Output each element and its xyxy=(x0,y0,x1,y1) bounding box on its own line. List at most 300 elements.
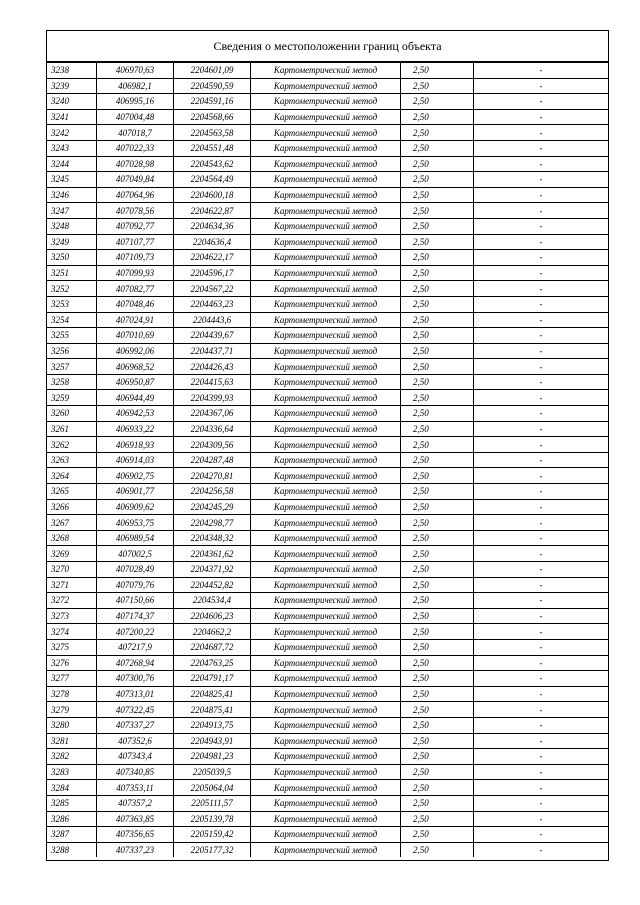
method-cell: Картометрический метод xyxy=(251,203,401,219)
note-cell: - xyxy=(474,281,609,297)
x-coordinate-cell: 406901,77 xyxy=(97,484,174,500)
method-cell: Картометрический метод xyxy=(251,296,401,312)
x-coordinate-cell: 406982,1 xyxy=(97,78,174,94)
note-cell: - xyxy=(474,265,609,281)
note-cell: - xyxy=(474,655,609,671)
note-cell: - xyxy=(474,468,609,484)
point-number-cell: 3282 xyxy=(47,749,97,765)
table-row xyxy=(47,795,608,811)
method-cell: Картометрический метод xyxy=(251,437,401,453)
x-coordinate-cell: 407352,6 xyxy=(97,733,174,749)
table-row xyxy=(47,390,608,406)
y-coordinate-cell: 2204367,06 xyxy=(174,406,251,422)
point-number-cell: 3284 xyxy=(47,780,97,796)
table-row xyxy=(47,156,608,172)
note-cell: - xyxy=(474,717,609,733)
y-coordinate-cell: 2204634,36 xyxy=(174,218,251,234)
error-cell: 2,50 xyxy=(401,499,474,515)
y-coordinate-cell: 2204534,4 xyxy=(174,593,251,609)
method-cell: Картометрический метод xyxy=(251,281,401,297)
x-coordinate-cell: 406950,87 xyxy=(97,374,174,390)
table-row xyxy=(47,234,608,250)
x-coordinate-cell: 406989,54 xyxy=(97,530,174,546)
method-cell: Картометрический метод xyxy=(251,156,401,172)
note-cell: - xyxy=(474,639,609,655)
x-coordinate-cell: 407337,23 xyxy=(97,842,174,857)
table-row xyxy=(47,624,608,640)
error-cell: 2,50 xyxy=(401,109,474,125)
note-cell: - xyxy=(474,593,609,609)
note-cell: - xyxy=(474,608,609,624)
point-number-cell: 3269 xyxy=(47,546,97,562)
error-cell: 2,50 xyxy=(401,702,474,718)
point-number-cell: 3242 xyxy=(47,125,97,141)
note-cell: - xyxy=(474,842,609,857)
table-row xyxy=(47,109,608,125)
x-coordinate-cell: 407004,48 xyxy=(97,109,174,125)
note-cell: - xyxy=(474,234,609,250)
table-row xyxy=(47,125,608,141)
y-coordinate-cell: 2204567,22 xyxy=(174,281,251,297)
note-cell: - xyxy=(474,499,609,515)
y-coordinate-cell: 2205111,57 xyxy=(174,795,251,811)
y-coordinate-cell: 2204591,16 xyxy=(174,94,251,110)
x-coordinate-cell: 406933,22 xyxy=(97,421,174,437)
y-coordinate-cell: 2204687,72 xyxy=(174,639,251,655)
note-cell: - xyxy=(474,764,609,780)
y-coordinate-cell: 2204601,09 xyxy=(174,63,251,79)
table-row xyxy=(47,515,608,531)
point-number-cell: 3274 xyxy=(47,624,97,640)
error-cell: 2,50 xyxy=(401,359,474,375)
point-number-cell: 3247 xyxy=(47,203,97,219)
point-number-cell: 3270 xyxy=(47,562,97,578)
table-row xyxy=(47,671,608,687)
x-coordinate-cell: 407322,45 xyxy=(97,702,174,718)
table-row xyxy=(47,374,608,390)
method-cell: Картометрический метод xyxy=(251,749,401,765)
point-number-cell: 3285 xyxy=(47,795,97,811)
y-coordinate-cell: 2204662,2 xyxy=(174,624,251,640)
table-row xyxy=(47,94,608,110)
x-coordinate-cell: 407343,4 xyxy=(97,749,174,765)
x-coordinate-cell: 406953,75 xyxy=(97,515,174,531)
method-cell: Картометрический метод xyxy=(251,94,401,110)
note-cell: - xyxy=(474,624,609,640)
table-row xyxy=(47,78,608,94)
y-coordinate-cell: 2204600,18 xyxy=(174,187,251,203)
method-cell: Картометрический метод xyxy=(251,125,401,141)
x-coordinate-cell: 406944,49 xyxy=(97,390,174,406)
y-coordinate-cell: 2204543,62 xyxy=(174,156,251,172)
x-coordinate-cell: 407092,77 xyxy=(97,218,174,234)
point-number-cell: 3243 xyxy=(47,140,97,156)
y-coordinate-cell: 2204622,17 xyxy=(174,250,251,266)
note-cell: - xyxy=(474,827,609,843)
table-row xyxy=(47,484,608,500)
method-cell: Картометрический метод xyxy=(251,639,401,655)
note-cell: - xyxy=(474,484,609,500)
y-coordinate-cell: 2204825,41 xyxy=(174,686,251,702)
point-number-cell: 3281 xyxy=(47,733,97,749)
point-number-cell: 3278 xyxy=(47,686,97,702)
method-cell: Картометрический метод xyxy=(251,842,401,857)
x-coordinate-cell: 407078,56 xyxy=(97,203,174,219)
note-cell: - xyxy=(474,296,609,312)
error-cell: 2,50 xyxy=(401,842,474,857)
note-cell: - xyxy=(474,359,609,375)
x-coordinate-cell: 406970,63 xyxy=(97,63,174,79)
error-cell: 2,50 xyxy=(401,218,474,234)
error-cell: 2,50 xyxy=(401,624,474,640)
note-cell: - xyxy=(474,328,609,344)
y-coordinate-cell: 2205177,32 xyxy=(174,842,251,857)
point-number-cell: 3241 xyxy=(47,109,97,125)
y-coordinate-cell: 2204371,92 xyxy=(174,562,251,578)
x-coordinate-cell: 406902,75 xyxy=(97,468,174,484)
error-cell: 2,50 xyxy=(401,343,474,359)
method-cell: Картометрический метод xyxy=(251,374,401,390)
error-cell: 2,50 xyxy=(401,515,474,531)
y-coordinate-cell: 2204606,23 xyxy=(174,608,251,624)
error-cell: 2,50 xyxy=(401,406,474,422)
note-cell: - xyxy=(474,63,609,79)
method-cell: Картометрический метод xyxy=(251,343,401,359)
y-coordinate-cell: 2204943,91 xyxy=(174,733,251,749)
point-number-cell: 3273 xyxy=(47,608,97,624)
table-row xyxy=(47,827,608,843)
error-cell: 2,50 xyxy=(401,686,474,702)
table-row xyxy=(47,639,608,655)
point-number-cell: 3262 xyxy=(47,437,97,453)
error-cell: 2,50 xyxy=(401,281,474,297)
point-number-cell: 3268 xyxy=(47,530,97,546)
error-cell: 2,50 xyxy=(401,78,474,94)
x-coordinate-cell: 406995,16 xyxy=(97,94,174,110)
table-row xyxy=(47,733,608,749)
table-row xyxy=(47,686,608,702)
error-cell: 2,50 xyxy=(401,312,474,328)
y-coordinate-cell: 2204309,56 xyxy=(174,437,251,453)
point-number-cell: 3265 xyxy=(47,484,97,500)
x-coordinate-cell: 407268,94 xyxy=(97,655,174,671)
note-cell: - xyxy=(474,172,609,188)
point-number-cell: 3251 xyxy=(47,265,97,281)
note-cell: - xyxy=(474,811,609,827)
error-cell: 2,50 xyxy=(401,265,474,281)
method-cell: Картометрический метод xyxy=(251,499,401,515)
table-row xyxy=(47,811,608,827)
method-cell: Картометрический метод xyxy=(251,795,401,811)
method-cell: Картометрический метод xyxy=(251,359,401,375)
note-cell: - xyxy=(474,94,609,110)
error-cell: 2,50 xyxy=(401,484,474,500)
method-cell: Картометрический метод xyxy=(251,390,401,406)
x-coordinate-cell: 407048,46 xyxy=(97,296,174,312)
y-coordinate-cell: 2204763,25 xyxy=(174,655,251,671)
note-cell: - xyxy=(474,203,609,219)
point-number-cell: 3254 xyxy=(47,312,97,328)
error-cell: 2,50 xyxy=(401,452,474,468)
table-row xyxy=(47,343,608,359)
table-row xyxy=(47,577,608,593)
table-row xyxy=(47,530,608,546)
y-coordinate-cell: 2204596,17 xyxy=(174,265,251,281)
note-cell: - xyxy=(474,343,609,359)
method-cell: Картометрический метод xyxy=(251,109,401,125)
table-row xyxy=(47,452,608,468)
error-cell: 2,50 xyxy=(401,795,474,811)
note-cell: - xyxy=(474,390,609,406)
note-cell: - xyxy=(474,312,609,328)
note-cell: - xyxy=(474,374,609,390)
x-coordinate-cell: 407363,85 xyxy=(97,811,174,827)
error-cell: 2,50 xyxy=(401,608,474,624)
error-cell: 2,50 xyxy=(401,63,474,79)
x-coordinate-cell: 407337,27 xyxy=(97,717,174,733)
table-row xyxy=(47,203,608,219)
x-coordinate-cell: 407049,84 xyxy=(97,172,174,188)
error-cell: 2,50 xyxy=(401,780,474,796)
y-coordinate-cell: 2204563,58 xyxy=(174,125,251,141)
method-cell: Картометрический метод xyxy=(251,421,401,437)
table-row xyxy=(47,63,608,79)
note-cell: - xyxy=(474,250,609,266)
method-cell: Картометрический метод xyxy=(251,234,401,250)
note-cell: - xyxy=(474,733,609,749)
y-coordinate-cell: 2204437,71 xyxy=(174,343,251,359)
error-cell: 2,50 xyxy=(401,562,474,578)
method-cell: Картометрический метод xyxy=(251,655,401,671)
y-coordinate-cell: 2204399,93 xyxy=(174,390,251,406)
x-coordinate-cell: 407064,96 xyxy=(97,187,174,203)
error-cell: 2,50 xyxy=(401,140,474,156)
point-number-cell: 3267 xyxy=(47,515,97,531)
table-row xyxy=(47,296,608,312)
method-cell: Картометрический метод xyxy=(251,671,401,687)
point-number-cell: 3244 xyxy=(47,156,97,172)
y-coordinate-cell: 2204564,49 xyxy=(174,172,251,188)
note-cell: - xyxy=(474,562,609,578)
error-cell: 2,50 xyxy=(401,530,474,546)
table-row xyxy=(47,250,608,266)
error-cell: 2,50 xyxy=(401,172,474,188)
method-cell: Картометрический метод xyxy=(251,312,401,328)
x-coordinate-cell: 407028,49 xyxy=(97,562,174,578)
error-cell: 2,50 xyxy=(401,156,474,172)
y-coordinate-cell: 2204636,4 xyxy=(174,234,251,250)
y-coordinate-cell: 2204452,82 xyxy=(174,577,251,593)
point-number-cell: 3263 xyxy=(47,452,97,468)
x-coordinate-cell: 407002,5 xyxy=(97,546,174,562)
error-cell: 2,50 xyxy=(401,468,474,484)
table-row xyxy=(47,265,608,281)
x-coordinate-cell: 407150,66 xyxy=(97,593,174,609)
method-cell: Картометрический метод xyxy=(251,562,401,578)
x-coordinate-cell: 407300,76 xyxy=(97,671,174,687)
point-number-cell: 3272 xyxy=(47,593,97,609)
table-row xyxy=(47,359,608,375)
table-row xyxy=(47,608,608,624)
x-coordinate-cell: 406992,06 xyxy=(97,343,174,359)
table-row xyxy=(47,406,608,422)
y-coordinate-cell: 2205159,42 xyxy=(174,827,251,843)
note-cell: - xyxy=(474,546,609,562)
point-number-cell: 3248 xyxy=(47,218,97,234)
point-number-cell: 3275 xyxy=(47,639,97,655)
y-coordinate-cell: 2204270,81 xyxy=(174,468,251,484)
y-coordinate-cell: 2204568,66 xyxy=(174,109,251,125)
y-coordinate-cell: 2205139,78 xyxy=(174,811,251,827)
x-coordinate-cell: 407099,93 xyxy=(97,265,174,281)
table-row xyxy=(47,546,608,562)
table-row xyxy=(47,437,608,453)
table-row xyxy=(47,655,608,671)
note-cell: - xyxy=(474,156,609,172)
x-coordinate-cell: 407022,33 xyxy=(97,140,174,156)
method-cell: Картометрический метод xyxy=(251,686,401,702)
point-number-cell: 3286 xyxy=(47,811,97,827)
error-cell: 2,50 xyxy=(401,577,474,593)
method-cell: Картометрический метод xyxy=(251,452,401,468)
method-cell: Картометрический метод xyxy=(251,827,401,843)
y-coordinate-cell: 2204913,75 xyxy=(174,717,251,733)
y-coordinate-cell: 2204590,59 xyxy=(174,78,251,94)
table-row xyxy=(47,328,608,344)
note-cell: - xyxy=(474,452,609,468)
method-cell: Картометрический метод xyxy=(251,328,401,344)
point-number-cell: 3245 xyxy=(47,172,97,188)
x-coordinate-cell: 407028,98 xyxy=(97,156,174,172)
method-cell: Картометрический метод xyxy=(251,702,401,718)
y-coordinate-cell: 2204463,23 xyxy=(174,296,251,312)
point-number-cell: 3240 xyxy=(47,94,97,110)
method-cell: Картометрический метод xyxy=(251,515,401,531)
x-coordinate-cell: 407353,11 xyxy=(97,780,174,796)
point-number-cell: 3258 xyxy=(47,374,97,390)
point-number-cell: 3246 xyxy=(47,187,97,203)
error-cell: 2,50 xyxy=(401,671,474,687)
x-coordinate-cell: 407356,65 xyxy=(97,827,174,843)
method-cell: Картометрический метод xyxy=(251,624,401,640)
y-coordinate-cell: 2204361,62 xyxy=(174,546,251,562)
note-cell: - xyxy=(474,577,609,593)
error-cell: 2,50 xyxy=(401,593,474,609)
note-cell: - xyxy=(474,686,609,702)
note-cell: - xyxy=(474,702,609,718)
x-coordinate-cell: 407340,85 xyxy=(97,764,174,780)
error-cell: 2,50 xyxy=(401,811,474,827)
error-cell: 2,50 xyxy=(401,655,474,671)
y-coordinate-cell: 2204415,63 xyxy=(174,374,251,390)
point-number-cell: 3252 xyxy=(47,281,97,297)
y-coordinate-cell: 2204287,48 xyxy=(174,452,251,468)
point-number-cell: 3277 xyxy=(47,671,97,687)
x-coordinate-cell: 407357,2 xyxy=(97,795,174,811)
y-coordinate-cell: 2204443,6 xyxy=(174,312,251,328)
x-coordinate-cell: 406942,53 xyxy=(97,406,174,422)
table-row xyxy=(47,702,608,718)
point-number-cell: 3256 xyxy=(47,343,97,359)
method-cell: Картометрический метод xyxy=(251,780,401,796)
y-coordinate-cell: 2204245,29 xyxy=(174,499,251,515)
y-coordinate-cell: 2204426,43 xyxy=(174,359,251,375)
method-cell: Картометрический метод xyxy=(251,764,401,780)
note-cell: - xyxy=(474,515,609,531)
y-coordinate-cell: 2204981,23 xyxy=(174,749,251,765)
x-coordinate-cell: 407082,77 xyxy=(97,281,174,297)
x-coordinate-cell: 407313,01 xyxy=(97,686,174,702)
point-number-cell: 3266 xyxy=(47,499,97,515)
method-cell: Картометрический метод xyxy=(251,484,401,500)
point-number-cell: 3261 xyxy=(47,421,97,437)
method-cell: Картометрический метод xyxy=(251,406,401,422)
method-cell: Картометрический метод xyxy=(251,265,401,281)
y-coordinate-cell: 2204348,32 xyxy=(174,530,251,546)
point-number-cell: 3259 xyxy=(47,390,97,406)
x-coordinate-cell: 406914,03 xyxy=(97,452,174,468)
method-cell: Картометрический метод xyxy=(251,530,401,546)
error-cell: 2,50 xyxy=(401,827,474,843)
error-cell: 2,50 xyxy=(401,250,474,266)
x-coordinate-cell: 407200,22 xyxy=(97,624,174,640)
point-number-cell: 3249 xyxy=(47,234,97,250)
y-coordinate-cell: 2204551,48 xyxy=(174,140,251,156)
error-cell: 2,50 xyxy=(401,437,474,453)
error-cell: 2,50 xyxy=(401,94,474,110)
y-coordinate-cell: 2204336,64 xyxy=(174,421,251,437)
y-coordinate-cell: 2204791,17 xyxy=(174,671,251,687)
x-coordinate-cell: 406968,52 xyxy=(97,359,174,375)
point-number-cell: 3253 xyxy=(47,296,97,312)
note-cell: - xyxy=(474,187,609,203)
error-cell: 2,50 xyxy=(401,187,474,203)
note-cell: - xyxy=(474,421,609,437)
x-coordinate-cell: 406918,93 xyxy=(97,437,174,453)
method-cell: Картометрический метод xyxy=(251,608,401,624)
method-cell: Картометрический метод xyxy=(251,250,401,266)
table-row xyxy=(47,499,608,515)
x-coordinate-cell: 407010,69 xyxy=(97,328,174,344)
method-cell: Картометрический метод xyxy=(251,577,401,593)
error-cell: 2,50 xyxy=(401,374,474,390)
method-cell: Картометрический метод xyxy=(251,717,401,733)
point-number-cell: 3287 xyxy=(47,827,97,843)
point-number-cell: 3283 xyxy=(47,764,97,780)
x-coordinate-cell: 407079,76 xyxy=(97,577,174,593)
point-number-cell: 3279 xyxy=(47,702,97,718)
point-number-cell: 3250 xyxy=(47,250,97,266)
y-coordinate-cell: 2204439,67 xyxy=(174,328,251,344)
note-cell: - xyxy=(474,530,609,546)
table-row xyxy=(47,281,608,297)
note-cell: - xyxy=(474,140,609,156)
y-coordinate-cell: 2204298,77 xyxy=(174,515,251,531)
table-row xyxy=(47,187,608,203)
point-number-cell: 3255 xyxy=(47,328,97,344)
error-cell: 2,50 xyxy=(401,639,474,655)
method-cell: Картометрический метод xyxy=(251,187,401,203)
error-cell: 2,50 xyxy=(401,125,474,141)
table-row xyxy=(47,593,608,609)
point-number-cell: 3257 xyxy=(47,359,97,375)
table-row xyxy=(47,421,608,437)
y-coordinate-cell: 2204256,58 xyxy=(174,484,251,500)
note-cell: - xyxy=(474,795,609,811)
y-coordinate-cell: 2205039,5 xyxy=(174,764,251,780)
method-cell: Картометрический метод xyxy=(251,811,401,827)
method-cell: Картометрический метод xyxy=(251,78,401,94)
